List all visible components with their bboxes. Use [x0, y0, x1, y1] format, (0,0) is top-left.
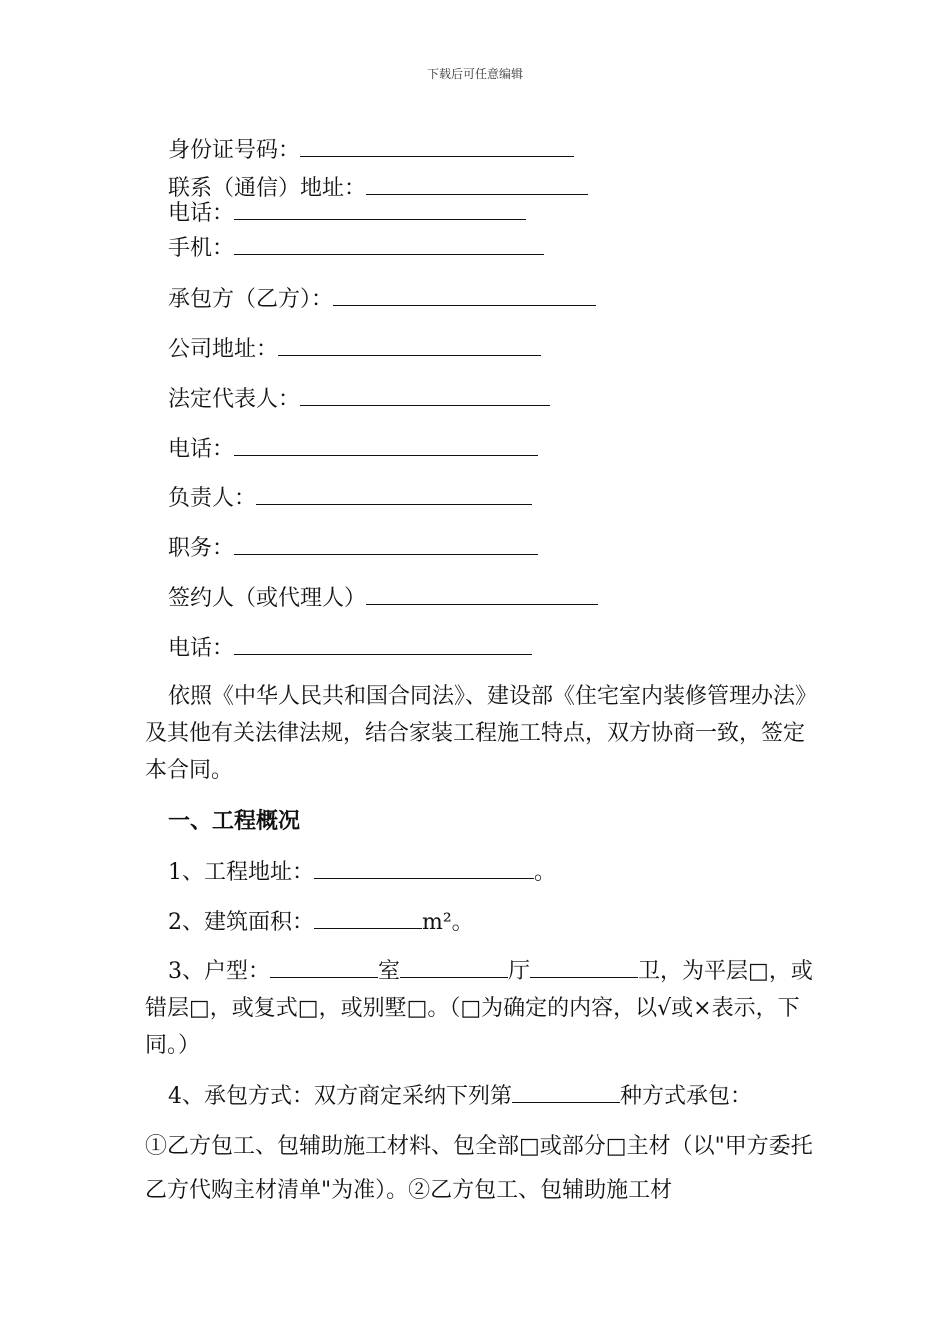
item1-label: 1、工程地址： [168, 860, 314, 885]
halls-blank[interactable] [400, 957, 508, 978]
section-heading: 一、工程概况 [168, 809, 301, 834]
item2-label: 2、建筑面积： [168, 910, 314, 935]
project-address-blank[interactable] [314, 858, 534, 879]
position-row [168, 534, 538, 563]
signer-row [168, 584, 598, 613]
phone-row-a [168, 199, 526, 228]
company-address-row [168, 335, 541, 364]
manager-blank[interactable] [256, 484, 532, 505]
bath-text: 卫，为平层□， [638, 959, 791, 984]
legal-rep-row [168, 385, 550, 414]
phone-label-b: 电话： [168, 437, 235, 462]
manager-label: 负责人： [168, 486, 257, 511]
signer-phone-row [168, 634, 532, 663]
phone-blank-b[interactable] [234, 435, 538, 456]
baths-blank[interactable] [530, 957, 638, 978]
item4-options: ①乙方包工、包辅助施工材料、包全部□或部分□主材（以"甲方委托乙方代购主材清单"为准）。②乙方包工、包辅助施工材 [145, 1134, 813, 1203]
contact-address-label: 联系（通信）地址： [168, 176, 367, 201]
id-number-row [168, 136, 574, 165]
item1-row [168, 858, 556, 887]
contractor-label: 承包方（乙方）： [168, 287, 334, 312]
position-label: 职务： [168, 536, 235, 561]
mobile-blank[interactable] [234, 234, 544, 255]
item4-row [168, 1082, 752, 1111]
contractor-blank[interactable] [333, 285, 596, 306]
legal-rep-label: 法定代表人： [168, 387, 301, 412]
company-address-blank[interactable] [278, 335, 541, 356]
signer-blank[interactable] [366, 584, 598, 605]
item3-rest: 或错层□，或复式□，或别墅□。（□为确定的内容，以√或×表示，下同。） [145, 959, 813, 1058]
contact-address-blank[interactable] [366, 174, 588, 195]
mobile-row [168, 234, 544, 263]
item3-label: 3、户型： [168, 959, 270, 984]
page-header: 下载后可任意编辑 [426, 67, 523, 81]
item4-end: 种方式承包： [620, 1084, 753, 1109]
manager-row [168, 484, 532, 513]
phone-label-a: 电话： [168, 201, 235, 226]
legal-rep-blank[interactable] [300, 385, 550, 406]
company-address-label: 公司地址： [168, 337, 279, 362]
intro-paragraph [145, 678, 815, 789]
signer-label: 签约人（或代理人） [168, 586, 367, 611]
area-unit: m²。 [422, 910, 474, 935]
signer-phone-label: 电话： [168, 636, 235, 661]
hall-unit: 厅 [508, 959, 531, 984]
room-unit: 室 [378, 959, 401, 984]
phone-row-b [168, 435, 538, 464]
contract-mode-blank[interactable] [512, 1082, 620, 1103]
item3-paragraph [145, 953, 815, 1064]
id-number-label: 身份证号码： [168, 138, 301, 163]
item2-row [168, 908, 474, 937]
contractor-row [168, 285, 596, 314]
rooms-blank[interactable] [270, 957, 378, 978]
intro-text: 依照《中华人民共和国合同法》、建设部《住宅室内装修管理办法》及其他有关法律法规，结合家装工程施工特点，双方协商一致，签定本合同。 [145, 684, 807, 783]
phone-blank-a[interactable] [234, 199, 526, 220]
item1-end: 。 [534, 860, 557, 885]
mobile-label: 手机： [168, 236, 235, 261]
id-number-blank[interactable] [300, 136, 574, 157]
signer-phone-blank[interactable] [234, 634, 532, 655]
position-blank[interactable] [234, 534, 538, 555]
area-blank[interactable] [314, 908, 422, 929]
item4-label: 4、承包方式：双方商定采纳下列第 [168, 1084, 512, 1109]
